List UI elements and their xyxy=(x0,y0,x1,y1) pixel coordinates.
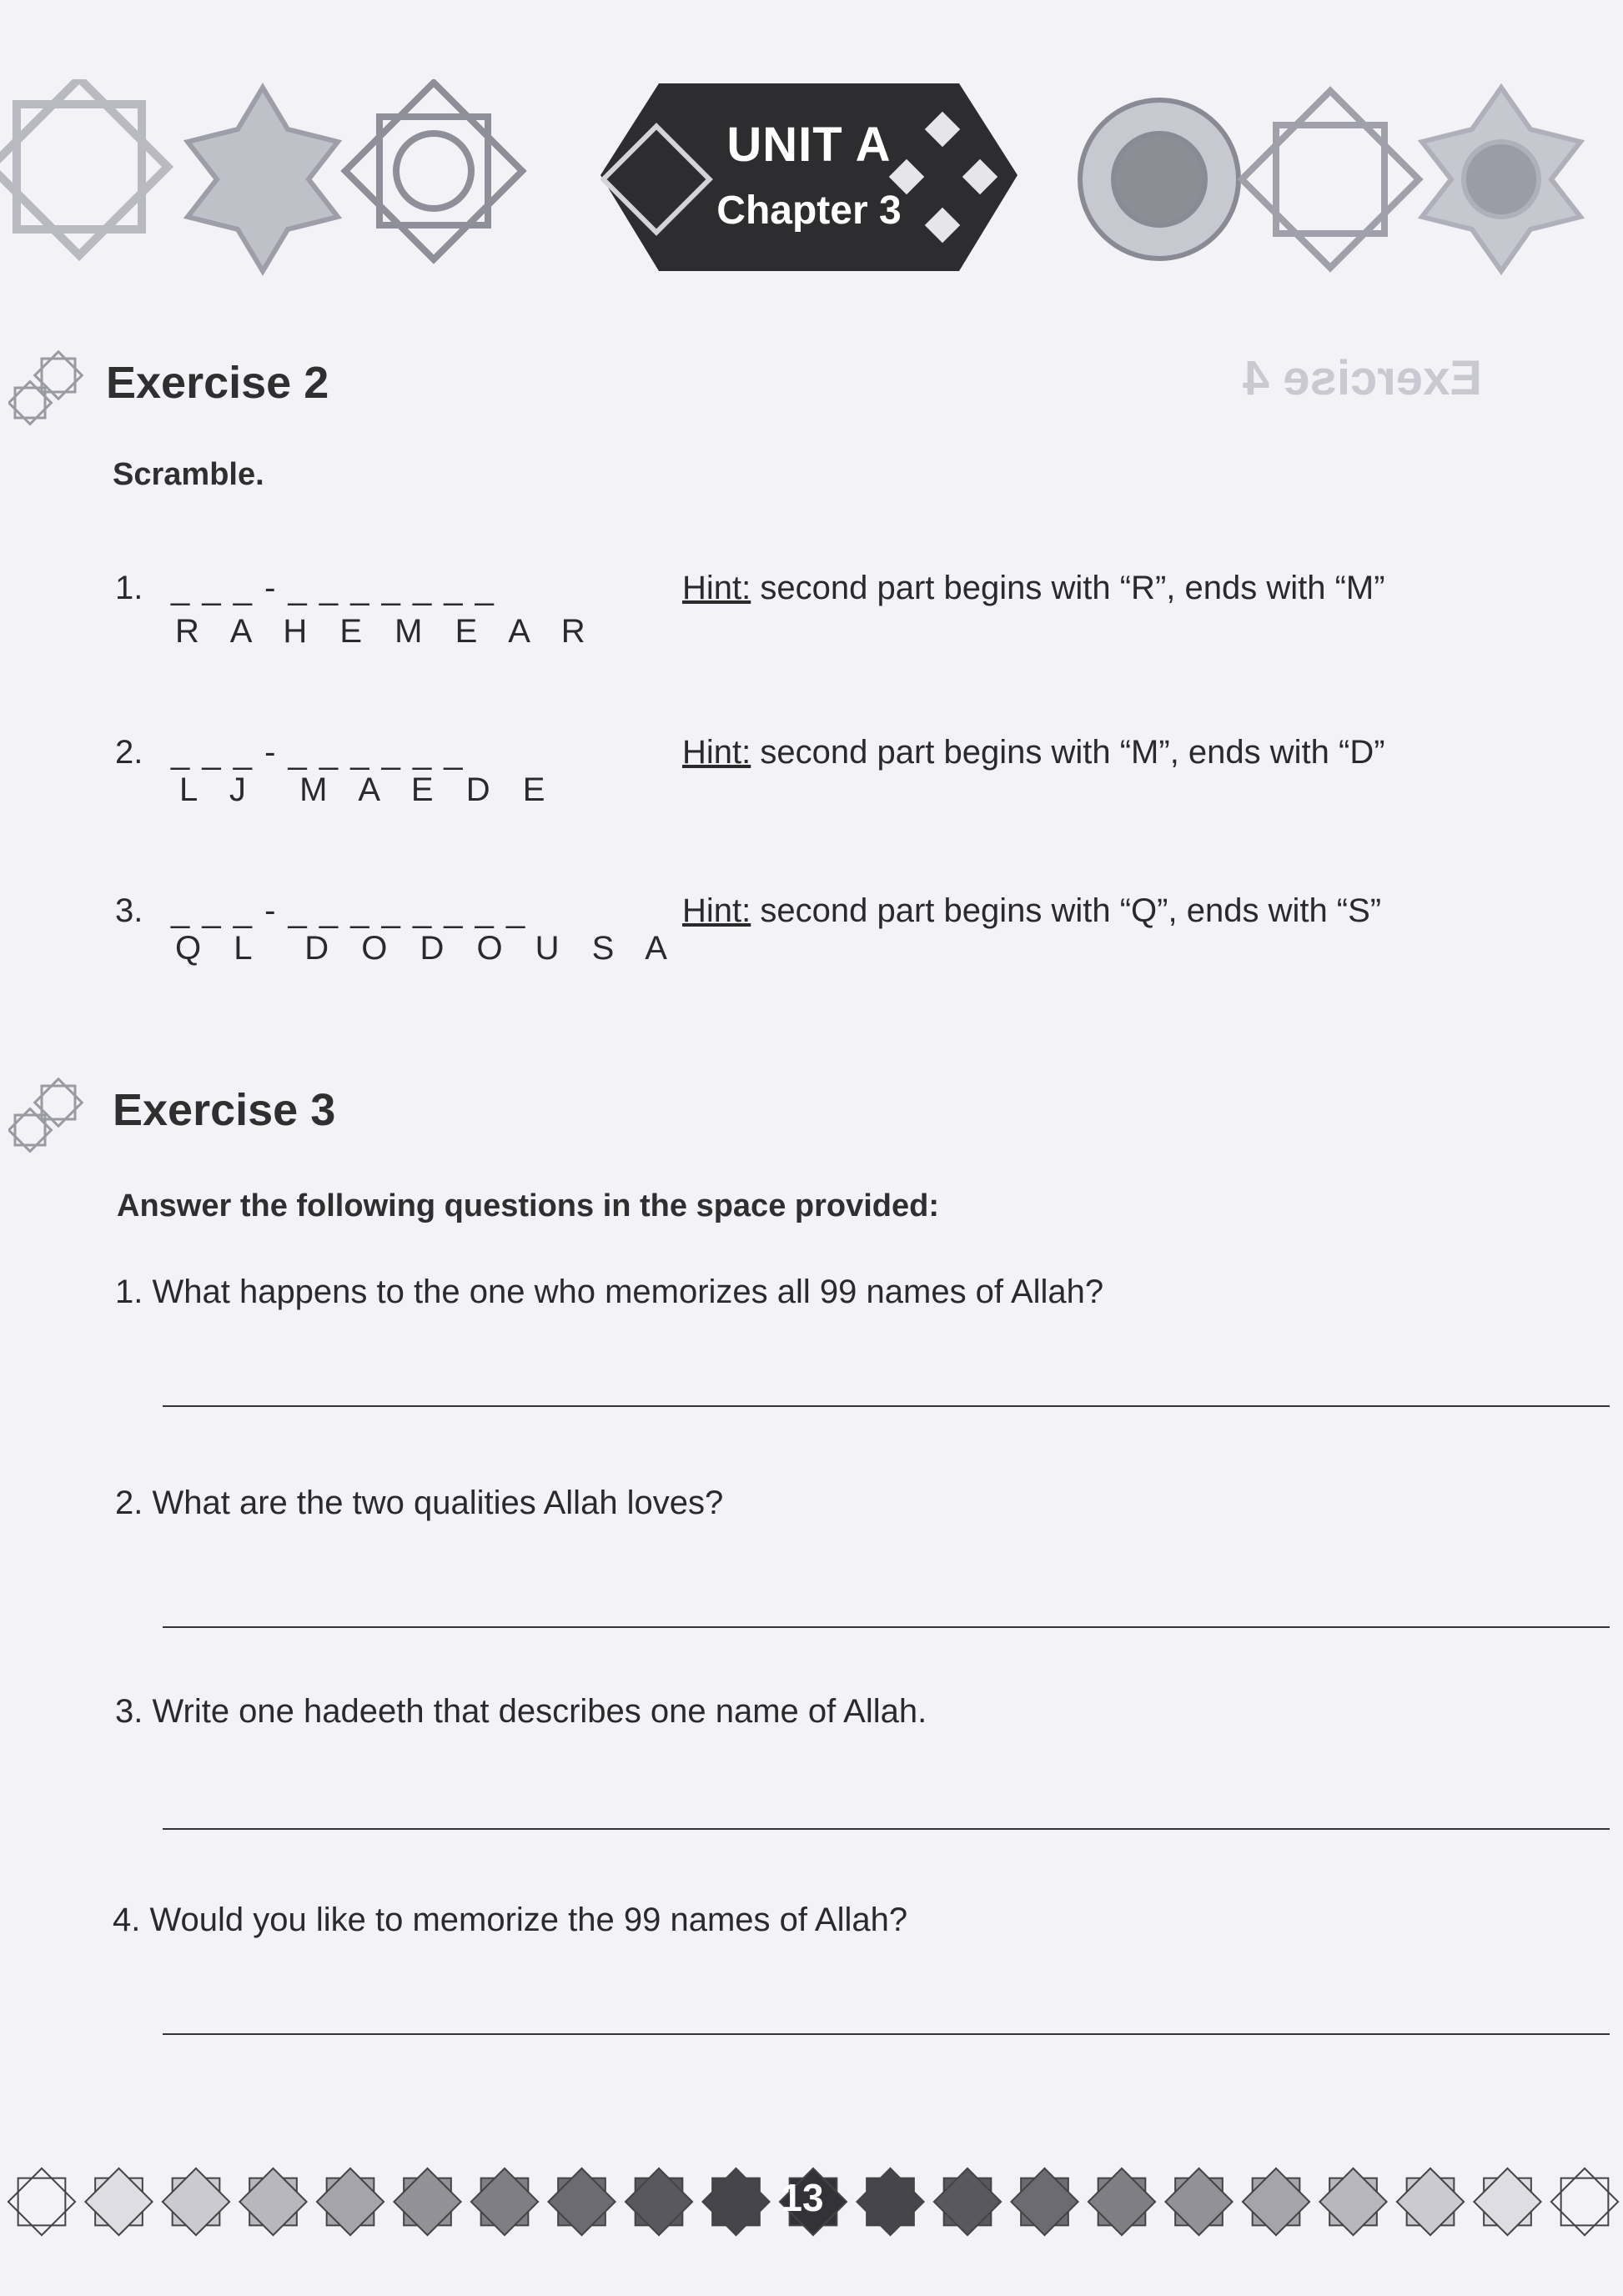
hint-text: second part begins with “M”, ends with “D” xyxy=(751,734,1385,771)
scramble-hint xyxy=(682,734,1385,771)
footer-star xyxy=(934,2168,1001,2235)
question-4: 4. Would you like to memorize the 99 names of Allah? xyxy=(113,1902,908,1938)
footer-star xyxy=(1474,2168,1540,2235)
footer-star xyxy=(626,2168,692,2235)
footer-star xyxy=(1011,2168,1078,2235)
footer-star xyxy=(1165,2168,1232,2235)
exercise-3-heading: Exercise 3 xyxy=(113,1085,336,1135)
question-1: 1. What happens to the one who memorizes all 99 names of Allah? xyxy=(115,1274,1104,1310)
footer-star xyxy=(317,2168,384,2235)
bleed-through-heading: Exercise 4 xyxy=(1243,351,1483,405)
footer-star xyxy=(857,2168,923,2235)
scramble-hint xyxy=(682,570,1385,607)
footer-star xyxy=(394,2168,460,2235)
scramble-answer-blanks: _ _ _ - _ _ _ _ _ _ _ _ xyxy=(171,892,527,929)
footer-star xyxy=(1319,2168,1386,2235)
exercise-2-instruction: Scramble. xyxy=(113,457,264,492)
scramble-item-number: 3. xyxy=(115,892,143,929)
unit-title: UNIT A xyxy=(726,118,892,172)
scramble-answer-blanks: _ _ _ - _ _ _ _ _ _ xyxy=(171,734,465,771)
footer-star xyxy=(1397,2168,1464,2235)
page-number: 13 xyxy=(781,2176,824,2219)
footer-star xyxy=(471,2168,538,2235)
question-3: 3. Write one hadeeth that describes one name of Allah. xyxy=(115,1693,927,1730)
footer-star xyxy=(8,2168,75,2235)
exercise-3-instruction: Answer the following questions in the space provided: xyxy=(117,1188,939,1223)
footer-star xyxy=(548,2168,615,2235)
footer-star xyxy=(163,2168,229,2235)
answer-line-2[interactable] xyxy=(163,1626,1610,1628)
star-ornament-icon xyxy=(8,350,83,434)
exercise-2-heading: Exercise 2 xyxy=(106,358,329,408)
answer-line-1[interactable] xyxy=(163,1405,1610,1407)
scramble-answer-blanks: _ _ _ - _ _ _ _ _ _ _ xyxy=(171,570,495,606)
unit-badge xyxy=(600,83,1018,271)
footer-star xyxy=(1551,2168,1618,2235)
scramble-letters: Q L D O D O U S A xyxy=(175,930,679,967)
scramble-item-number: 1. xyxy=(115,570,143,606)
hint-text: second part begins with “R”, ends with “M” xyxy=(751,570,1385,606)
scramble-hint xyxy=(682,892,1381,930)
answer-line-3[interactable] xyxy=(163,1828,1610,1830)
question-2: 2. What are the two qualities Allah loves? xyxy=(115,1485,724,1521)
hint-label: Hint: xyxy=(682,734,751,771)
footer-star xyxy=(239,2168,306,2235)
scramble-letters: R A H E M E A R xyxy=(175,613,597,650)
footer-star xyxy=(1088,2168,1155,2235)
footer-star xyxy=(702,2168,769,2235)
hint-label: Hint: xyxy=(682,570,751,606)
chapter-title: Chapter 3 xyxy=(716,188,902,233)
footer-star xyxy=(85,2168,152,2235)
hint-text: second part begins with “Q”, ends with “S” xyxy=(751,892,1382,929)
footer-star xyxy=(1243,2168,1309,2235)
scramble-letters: L J M A E D E xyxy=(179,771,557,808)
answer-line-4[interactable] xyxy=(163,2033,1610,2035)
star-ornament-icon xyxy=(8,1078,83,1161)
hint-label: Hint: xyxy=(682,892,751,929)
scramble-item-number: 2. xyxy=(115,734,143,771)
